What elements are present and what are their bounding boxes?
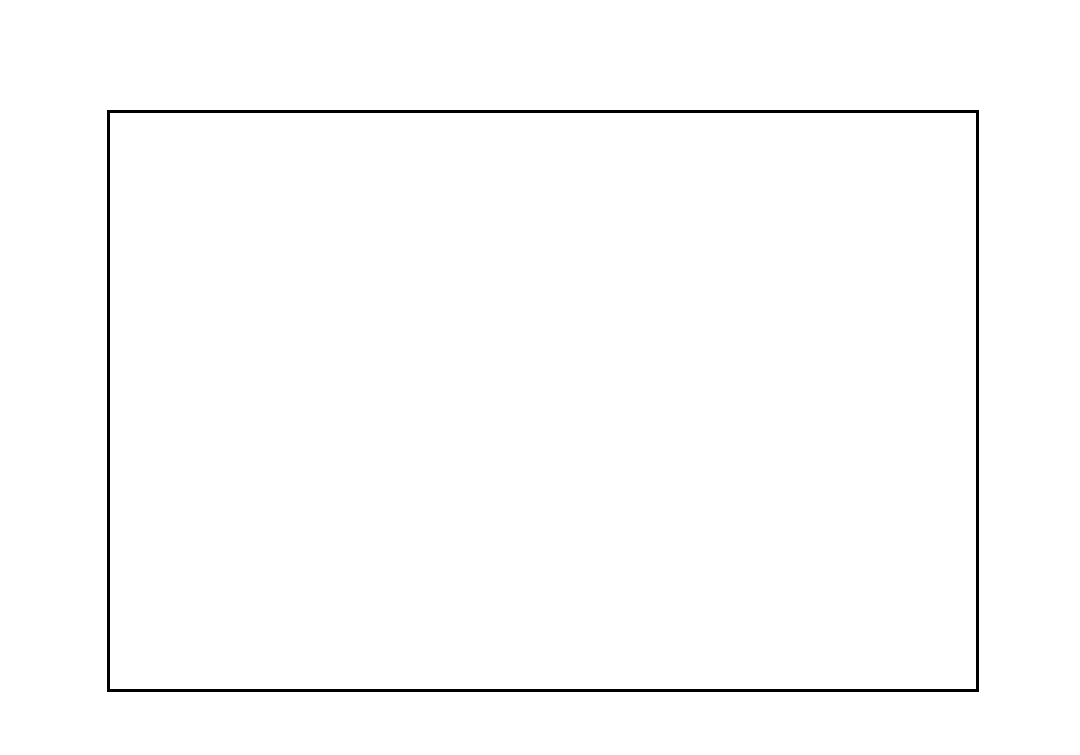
column-header — [876, 132, 977, 154]
table-frame — [107, 110, 979, 692]
header-corner — [107, 110, 214, 132]
column-header — [214, 132, 325, 154]
header-corner — [107, 132, 214, 154]
column-header — [649, 132, 764, 154]
column-header — [543, 132, 649, 154]
header-group-actual — [214, 110, 649, 132]
vital-statistics-table — [107, 110, 977, 154]
column-header — [325, 132, 437, 154]
column-header — [437, 132, 543, 154]
column-header — [764, 132, 876, 154]
header-group-rate — [649, 110, 977, 132]
